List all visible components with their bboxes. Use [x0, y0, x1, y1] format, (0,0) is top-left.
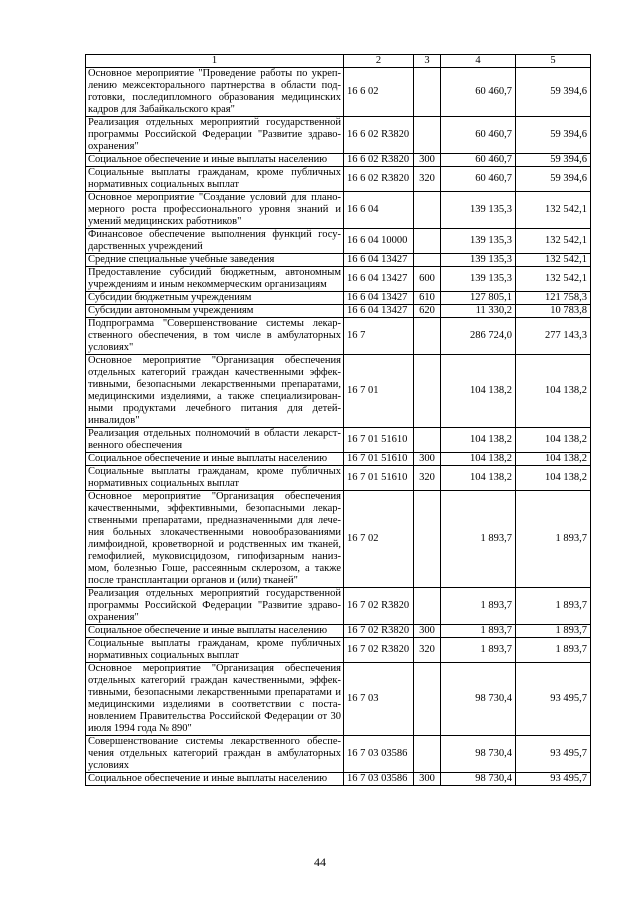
expense-type-cell: 620: [414, 305, 441, 318]
expense-type-cell: 300: [414, 625, 441, 638]
expense-type-cell: 300: [414, 453, 441, 466]
column-number: 1: [86, 55, 344, 68]
table-row: [86, 267, 591, 292]
amount-cell: 59 394,6: [516, 117, 591, 154]
table-row: [86, 192, 591, 229]
target-code-cell: 16 6 02 R3820: [344, 117, 414, 154]
amount-cell: 11 330,2: [441, 305, 516, 318]
table-row: [86, 229, 591, 254]
item-name-cell: Реализация отдельных полномочий в области лекарст-венного обеспечения: [86, 428, 344, 453]
budget-table: [85, 54, 591, 786]
column-number-row: [86, 55, 591, 68]
target-code-cell: 16 6 02: [344, 68, 414, 117]
expense-type-cell: [414, 428, 441, 453]
amount-cell: 104 138,2: [516, 355, 591, 428]
target-code-cell: 16 7 03 03586: [344, 736, 414, 773]
table-row: [86, 305, 591, 318]
amount-cell: 277 143,3: [516, 318, 591, 355]
amount-cell: 132 542,1: [516, 229, 591, 254]
target-code-cell: 16 7 02 R3820: [344, 588, 414, 625]
table-row: [86, 154, 591, 167]
target-code-cell: 16 6 04 13427: [344, 254, 414, 267]
expense-type-cell: [414, 117, 441, 154]
expense-type-cell: 300: [414, 154, 441, 167]
item-name-cell: Совершенствование системы лекарственного обеспе-чения отдельных категорий граждан в амбулаторных условиях: [86, 736, 344, 773]
expense-type-cell: 320: [414, 466, 441, 491]
target-code-cell: 16 7 03 03586: [344, 773, 414, 786]
amount-cell: 93 495,7: [516, 736, 591, 773]
item-name-cell: Социальные выплаты гражданам, кроме публичных нормативных социальных выплат: [86, 638, 344, 663]
table-row: [86, 292, 591, 305]
expense-type-cell: [414, 68, 441, 117]
amount-cell: 1 893,7: [516, 588, 591, 625]
column-number: 3: [414, 55, 441, 68]
amount-cell: 104 138,2: [441, 453, 516, 466]
item-name-cell: Социальное обеспечение и иные выплаты населению: [86, 453, 344, 466]
item-name-cell: Социальное обеспечение и иные выплаты населению: [86, 154, 344, 167]
amount-cell: 10 783,8: [516, 305, 591, 318]
item-name-cell: Основное мероприятие "Организация обеспечения отдельных категорий граждан качественными, эффек-тивными, безопасными лекарственными препаратами и медицинскими изделиями в соответствии с поста-новлением Правительства Российской Федерации от 30 июля 1994 года № 890": [86, 663, 344, 736]
target-code-cell: 16 6 04 13427: [344, 267, 414, 292]
target-code-cell: 16 7: [344, 318, 414, 355]
amount-cell: 132 542,1: [516, 192, 591, 229]
target-code-cell: 16 6 04 13427: [344, 305, 414, 318]
amount-cell: 132 542,1: [516, 254, 591, 267]
amount-cell: 104 138,2: [516, 453, 591, 466]
amount-cell: 286 724,0: [441, 318, 516, 355]
amount-cell: 104 138,2: [441, 466, 516, 491]
item-name-cell: Подпрограмма "Совершенствование системы лекар-ственного обеспечения, в том числе в амбулаторных условиях": [86, 318, 344, 355]
amount-cell: 1 893,7: [516, 638, 591, 663]
amount-cell: 93 495,7: [516, 663, 591, 736]
amount-cell: 60 460,7: [441, 167, 516, 192]
amount-cell: 60 460,7: [441, 68, 516, 117]
expense-type-cell: 320: [414, 638, 441, 663]
target-code-cell: 16 7 03: [344, 663, 414, 736]
table-row: [86, 428, 591, 453]
amount-cell: 59 394,6: [516, 154, 591, 167]
table-row: [86, 663, 591, 736]
target-code-cell: 16 7 01 51610: [344, 466, 414, 491]
item-name-cell: Субсидии автономным учреждениям: [86, 305, 344, 318]
target-code-cell: 16 6 04: [344, 192, 414, 229]
item-name-cell: Социальное обеспечение и иные выплаты населению: [86, 773, 344, 786]
table-row: [86, 466, 591, 491]
target-code-cell: 16 7 02: [344, 491, 414, 588]
table-row: [86, 625, 591, 638]
amount-cell: 60 460,7: [441, 154, 516, 167]
table-row: [86, 318, 591, 355]
item-name-cell: Предоставление субсидий бюджетным, автономным учреждениям и иным некоммерческим организациям: [86, 267, 344, 292]
item-name-cell: Основное мероприятие "Организация обеспечения качественными, эффективными, безопасными лекар-ственными препаратами, предназначенными для лече-ния больных злокачественными новообразованиями лимфоидной, кроветворной и родственных им тканей, гемофилией, муковисцидозом, гипофизарным наниз-мом, болезнью Гоше, рассеянным склерозом, а также после трансплантации органов и (или) тканей": [86, 491, 344, 588]
target-code-cell: 16 6 04 10000: [344, 229, 414, 254]
expense-type-cell: [414, 491, 441, 588]
column-number: 5: [516, 55, 591, 68]
amount-cell: 132 542,1: [516, 267, 591, 292]
amount-cell: 1 893,7: [441, 491, 516, 588]
expense-type-cell: [414, 318, 441, 355]
item-name-cell: Средние специальные учебные заведения: [86, 254, 344, 267]
expense-type-cell: 610: [414, 292, 441, 305]
expense-type-cell: [414, 355, 441, 428]
expense-type-cell: 600: [414, 267, 441, 292]
target-code-cell: 16 7 01: [344, 355, 414, 428]
target-code-cell: 16 7 02 R3820: [344, 625, 414, 638]
table-row: [86, 355, 591, 428]
amount-cell: 139 135,3: [441, 229, 516, 254]
table-row: [86, 117, 591, 154]
amount-cell: 104 138,2: [441, 428, 516, 453]
target-code-cell: 16 6 04 13427: [344, 292, 414, 305]
column-number: 2: [344, 55, 414, 68]
item-name-cell: Реализация отдельных мероприятий государственной программы Российской Федерации "Развитие здраво-охранения": [86, 588, 344, 625]
amount-cell: 127 805,1: [441, 292, 516, 305]
target-code-cell: 16 7 01 51610: [344, 453, 414, 466]
amount-cell: 93 495,7: [516, 773, 591, 786]
amount-cell: 104 138,2: [516, 466, 591, 491]
expense-type-cell: [414, 736, 441, 773]
item-name-cell: Основное мероприятие "Создание условий для плано-мерного роста профессионального уровня знаний и умений медицинских работников": [86, 192, 344, 229]
item-name-cell: Основное мероприятие "Проведение работы по укреп-лению межсекторального партнерства в области под-готовки, последипломного образования медицинских кадров для Забайкальского края": [86, 68, 344, 117]
table-row: [86, 167, 591, 192]
amount-cell: 104 138,2: [441, 355, 516, 428]
item-name-cell: Финансовое обеспечение выполнения функций госу-дарственных учреждений: [86, 229, 344, 254]
amount-cell: 139 135,3: [441, 254, 516, 267]
item-name-cell: Реализация отдельных мероприятий государственной программы Российской Федерации "Развитие здраво-охранения": [86, 117, 344, 154]
amount-cell: 98 730,4: [441, 773, 516, 786]
amount-cell: 139 135,3: [441, 267, 516, 292]
column-number: 4: [441, 55, 516, 68]
item-name-cell: Социальные выплаты гражданам, кроме публичных нормативных социальных выплат: [86, 466, 344, 491]
target-code-cell: 16 6 02 R3820: [344, 167, 414, 192]
amount-cell: 59 394,6: [516, 167, 591, 192]
amount-cell: 59 394,6: [516, 68, 591, 117]
table-row: [86, 453, 591, 466]
expense-type-cell: [414, 229, 441, 254]
target-code-cell: 16 7 01 51610: [344, 428, 414, 453]
table-row: [86, 588, 591, 625]
page-number: 44: [314, 855, 326, 869]
item-name-cell: Социальное обеспечение и иные выплаты населению: [86, 625, 344, 638]
amount-cell: 1 893,7: [516, 491, 591, 588]
expense-type-cell: [414, 254, 441, 267]
item-name-cell: Субсидии бюджетным учреждениям: [86, 292, 344, 305]
table-row: [86, 736, 591, 773]
table-row: [86, 638, 591, 663]
amount-cell: 1 893,7: [441, 625, 516, 638]
target-code-cell: 16 6 02 R3820: [344, 154, 414, 167]
expense-type-cell: 300: [414, 773, 441, 786]
item-name-cell: Основное мероприятие "Организация обеспечения отдельных категорий граждан качественными эффек-тивными, безопасными лекарственными препаратами, медицинскими изделиями, а также специализирован-ными продуктами лечебного питания для детей-инвалидов": [86, 355, 344, 428]
amount-cell: 1 893,7: [516, 625, 591, 638]
expense-type-cell: [414, 192, 441, 229]
budget-table-body: [86, 55, 591, 786]
expense-type-cell: 320: [414, 167, 441, 192]
amount-cell: 139 135,3: [441, 192, 516, 229]
amount-cell: 98 730,4: [441, 663, 516, 736]
amount-cell: 1 893,7: [441, 638, 516, 663]
amount-cell: 121 758,3: [516, 292, 591, 305]
table-row: [86, 254, 591, 267]
expense-type-cell: [414, 663, 441, 736]
table-row: [86, 68, 591, 117]
target-code-cell: 16 7 02 R3820: [344, 638, 414, 663]
item-name-cell: Социальные выплаты гражданам, кроме публичных нормативных социальных выплат: [86, 167, 344, 192]
amount-cell: 98 730,4: [441, 736, 516, 773]
amount-cell: 60 460,7: [441, 117, 516, 154]
table-row: [86, 773, 591, 786]
expense-type-cell: [414, 588, 441, 625]
table-row: [86, 491, 591, 588]
amount-cell: 1 893,7: [441, 588, 516, 625]
amount-cell: 104 138,2: [516, 428, 591, 453]
